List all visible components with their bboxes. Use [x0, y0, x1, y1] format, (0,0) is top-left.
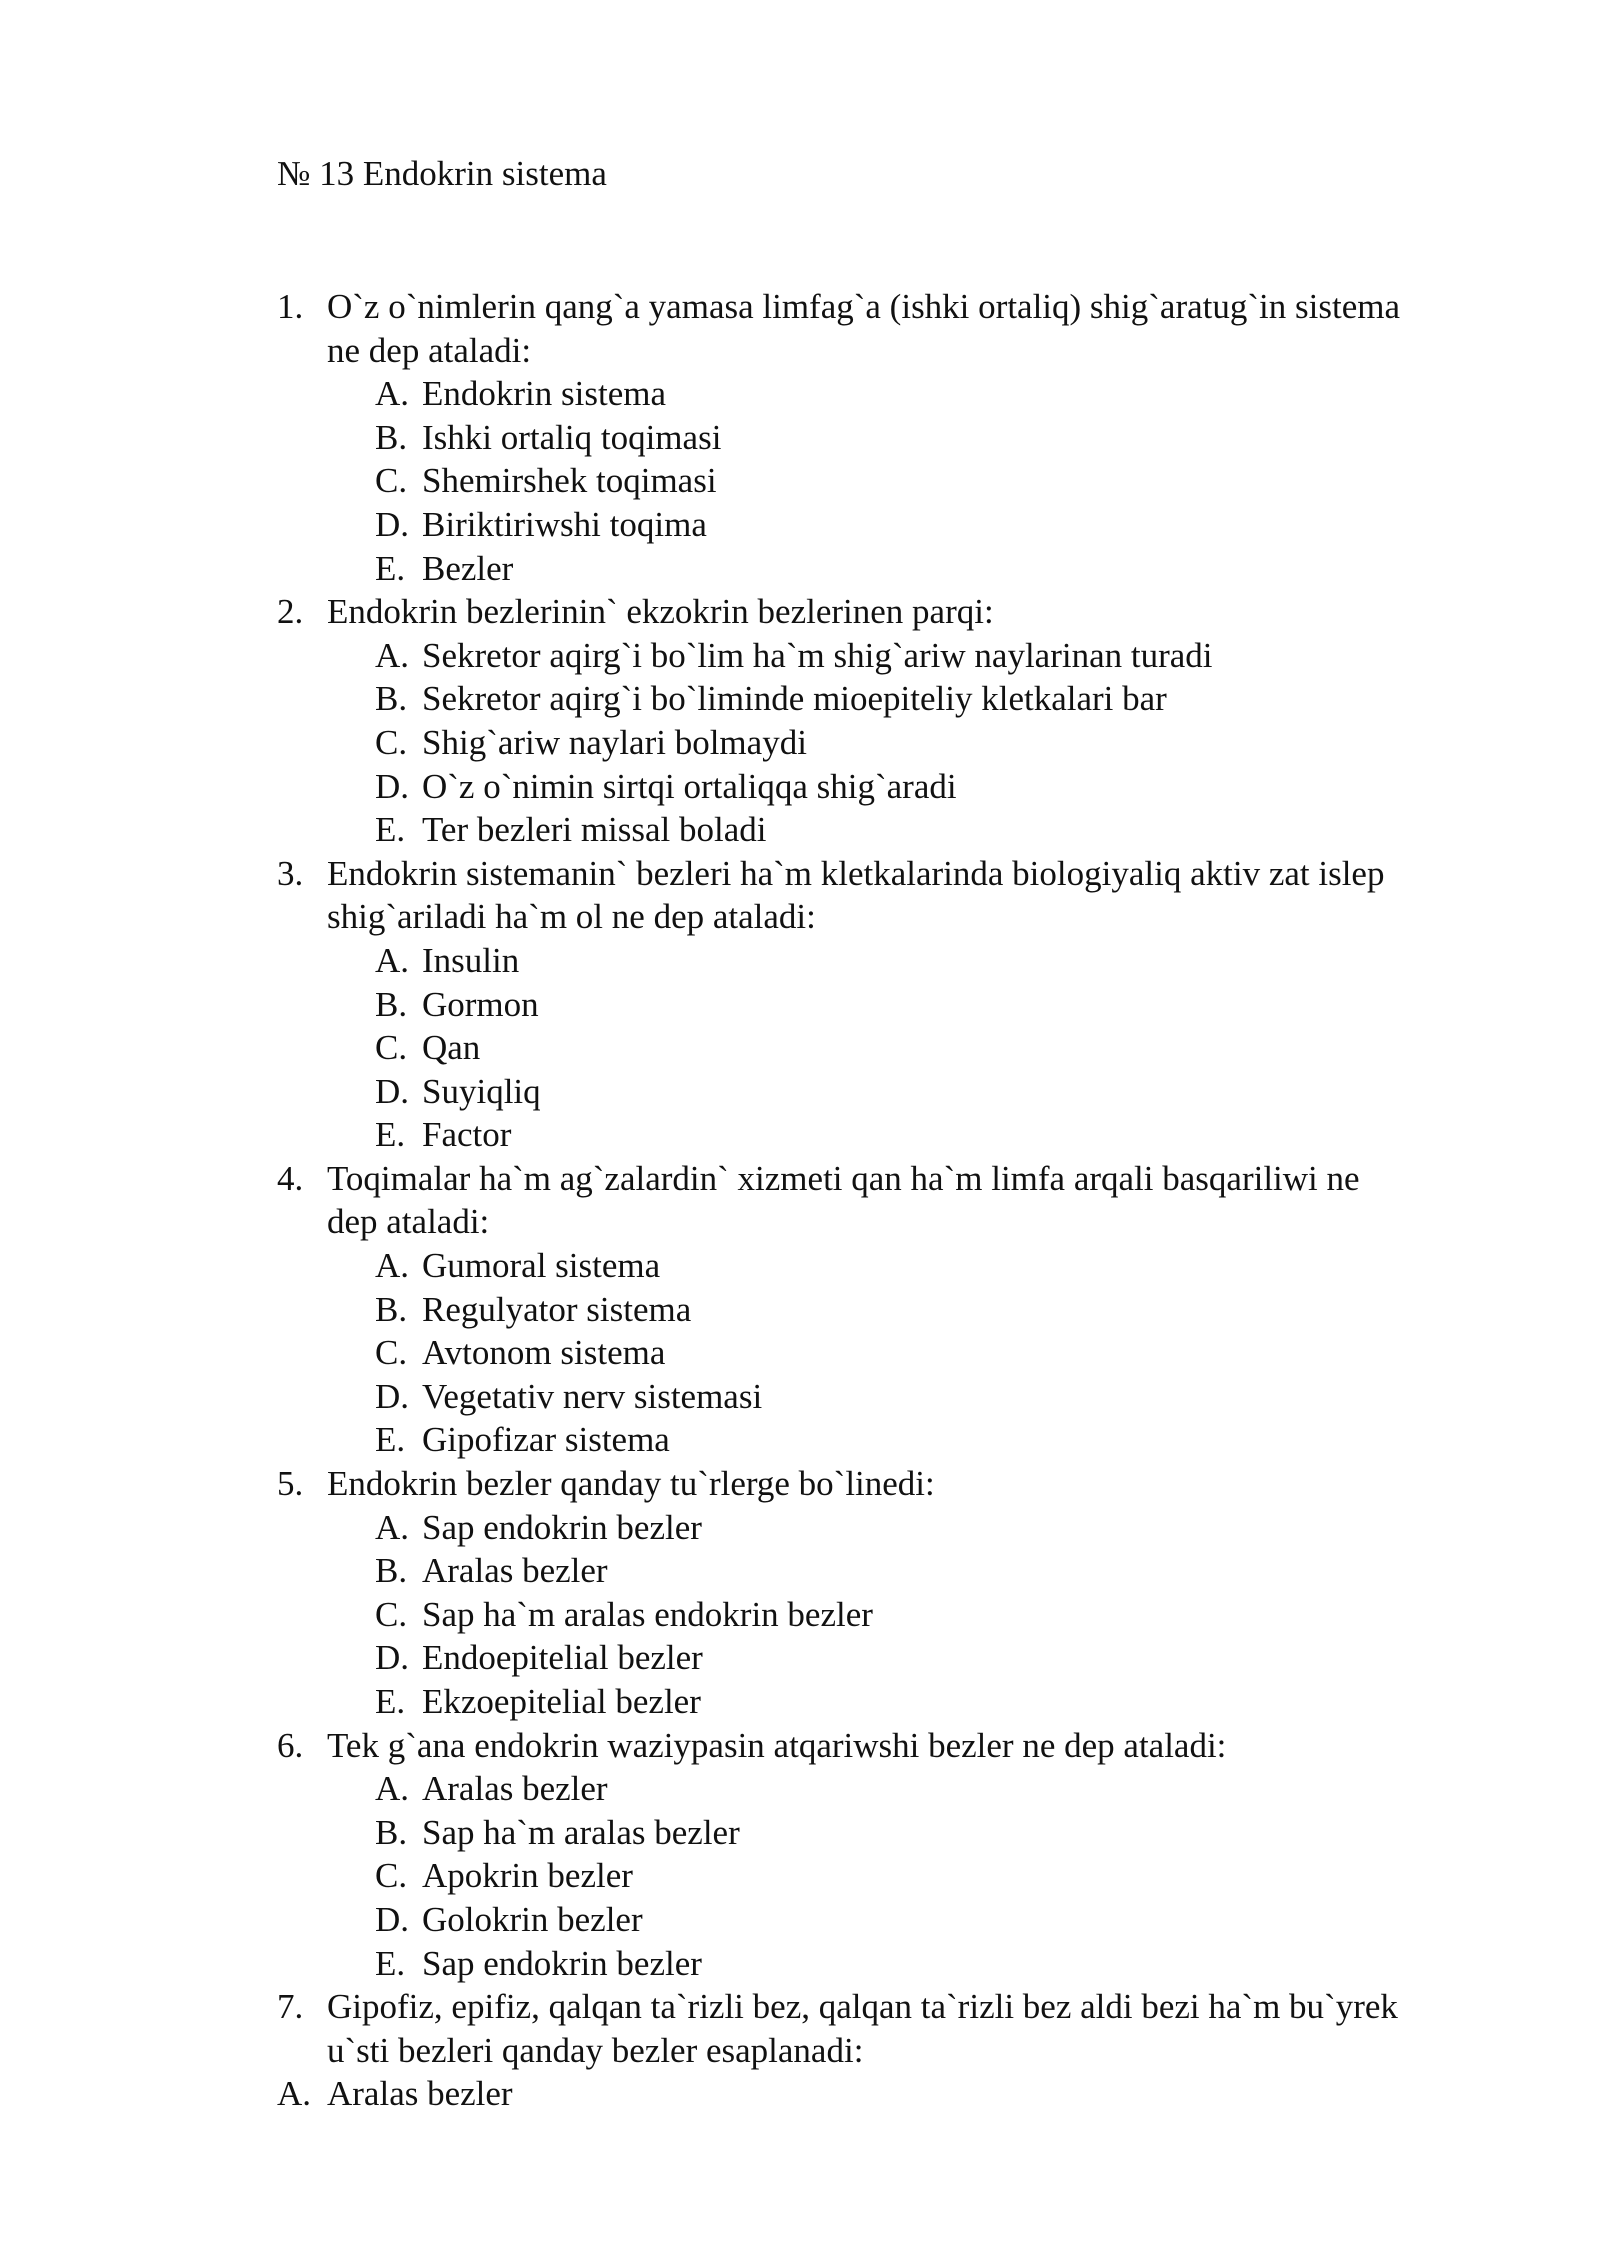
question-number: 2. — [277, 592, 304, 632]
option-text: Ishki ortaliq toqimasi — [422, 417, 722, 457]
option-text: Shemirshek toqimasi — [422, 461, 717, 501]
answer-option — [277, 721, 1497, 765]
option-letter: B. — [375, 1289, 408, 1329]
option-text: Vegetativ nerv sistemasi — [422, 1376, 763, 1416]
option-letter: D. — [375, 1899, 410, 1939]
answer-option — [277, 1418, 1497, 1462]
option-text: Sap ha`m aralas bezler — [422, 1812, 740, 1852]
option-text: Gipofizar sistema — [422, 1420, 670, 1460]
question-text-continued: dep ataladi: — [327, 1202, 490, 1242]
option-text: Sap ha`m aralas endokrin bezler — [422, 1594, 873, 1634]
option-text: Sekretor aqirg`i bo`lim ha`m shig`ariw naylarinan turadi — [422, 635, 1213, 675]
answer-option — [277, 677, 1497, 721]
option-text: Bezler — [422, 548, 514, 588]
question-number: 4. — [277, 1158, 304, 1198]
question-text: Endokrin sistemanin` bezleri ha`m kletkalarinda biologiyaliq aktiv zat islep — [327, 853, 1385, 893]
question-text: O`z o`nimlerin qang`a yamasa limfag`a (ishki ortaliq) shig`aratug`in sistema — [327, 287, 1400, 326]
question-6 — [277, 1724, 1497, 1768]
option-letter: B. — [375, 417, 408, 457]
answer-option — [277, 1942, 1497, 1986]
answer-option — [277, 1811, 1497, 1855]
answer-option — [277, 1026, 1497, 1070]
question-number: 1. — [277, 287, 304, 326]
question-number: 7. — [277, 1987, 304, 2027]
question-1 — [277, 285, 1497, 372]
question-text: Tek g`ana endokrin waziypasin atqariwshi bezler ne dep ataladi: — [327, 1725, 1227, 1765]
question-text-continued: u`sti bezleri qanday bezler esaplanadi: — [327, 2030, 864, 2070]
option-letter: C. — [375, 722, 408, 762]
answer-option — [277, 1680, 1497, 1724]
option-letter: B. — [375, 679, 408, 719]
question-2 — [277, 590, 1497, 634]
answer-option — [277, 1593, 1497, 1637]
option-letter: C. — [375, 1856, 408, 1896]
option-letter: E. — [375, 1420, 406, 1460]
option-text: Ter bezleri missal boladi — [422, 810, 767, 850]
answer-option — [277, 1113, 1497, 1157]
question-text: Toqimalar ha`m ag`zalardin` xizmeti qan ha`m limfa arqali basqariliwi ne — [327, 1158, 1360, 1198]
question-number: 5. — [277, 1464, 304, 1504]
question-text: Endokrin bezler qanday tu`rlerge bo`linedi: — [327, 1464, 935, 1504]
option-text: Endokrin sistema — [422, 374, 666, 414]
answer-option — [277, 1070, 1497, 1114]
option-letter: A. — [375, 940, 410, 980]
option-text: Insulin — [422, 940, 520, 980]
option-text: Aralas bezler — [327, 2074, 513, 2114]
answer-option — [277, 1854, 1497, 1898]
option-text: Gormon — [422, 984, 539, 1024]
option-text: Apokrin bezler — [422, 1856, 633, 1896]
option-letter: C. — [375, 1333, 408, 1373]
answer-option — [277, 372, 1497, 416]
answer-option — [277, 1288, 1497, 1332]
option-text: Suyiqliq — [422, 1071, 541, 1111]
option-letter: E. — [375, 1115, 406, 1155]
option-letter: D. — [375, 1638, 410, 1678]
option-letter: E. — [375, 548, 406, 588]
answer-option — [277, 416, 1497, 460]
option-letter: C. — [375, 1028, 408, 1068]
answer-option — [277, 1331, 1497, 1375]
answer-option — [277, 1375, 1497, 1419]
question-5 — [277, 1462, 1497, 1506]
option-letter: E. — [375, 810, 406, 850]
question-7 — [277, 1985, 1497, 2072]
option-text: Sekretor aqirg`i bo`liminde mioepiteliy kletkalari bar — [422, 679, 1167, 719]
option-text: Aralas bezler — [422, 1769, 608, 1809]
option-letter: E. — [375, 1943, 406, 1983]
answer-option — [277, 634, 1497, 678]
answer-option — [277, 1898, 1497, 1942]
answer-option — [277, 547, 1497, 591]
option-letter: B. — [375, 1812, 408, 1852]
option-text: Sap endokrin bezler — [422, 1943, 702, 1983]
answer-option — [277, 1767, 1497, 1811]
answer-option — [277, 459, 1497, 503]
option-text: Biriktiriwshi toqima — [422, 504, 707, 544]
option-text: Endoepitelial bezler — [422, 1638, 703, 1678]
answer-option — [277, 1506, 1497, 1550]
option-letter: D. — [375, 504, 410, 544]
answer-option-trailing — [277, 2072, 1497, 2116]
option-letter: D. — [375, 766, 410, 806]
answer-option — [277, 503, 1497, 547]
option-letter: D. — [375, 1376, 410, 1416]
option-text: Ekzoepitelial bezler — [422, 1682, 701, 1721]
option-letter: C. — [375, 1594, 408, 1634]
answer-option — [277, 939, 1497, 983]
option-text: Gumoral sistema — [422, 1246, 661, 1286]
option-text: Golokrin bezler — [422, 1899, 643, 1939]
option-letter: E. — [375, 1682, 406, 1721]
option-text: Shig`ariw naylari bolmaydi — [422, 722, 807, 762]
option-letter: A. — [375, 1769, 410, 1809]
question-text: Endokrin bezlerinin` ekzokrin bezlerinen parqi: — [327, 592, 994, 632]
option-letter: A. — [277, 2074, 312, 2114]
document-title: № 13 Endokrin sistema — [277, 154, 607, 193]
option-letter: B. — [375, 984, 408, 1024]
answer-option — [277, 808, 1497, 852]
answer-option — [277, 1549, 1497, 1593]
option-text: Avtonom sistema — [422, 1333, 666, 1373]
option-letter: A. — [375, 374, 410, 414]
answer-option — [277, 1244, 1497, 1288]
question-text: Gipofiz, epifiz, qalqan ta`rizli bez, qalqan ta`rizli bez aldi bezi ha`m bu`yrek — [327, 1987, 1398, 2027]
option-text: Factor — [422, 1115, 512, 1155]
question-list — [277, 285, 1497, 2116]
question-text-continued: ne dep ataladi: — [327, 330, 532, 370]
question-number: 3. — [277, 853, 304, 893]
option-letter: B. — [375, 1551, 408, 1591]
option-letter: A. — [375, 1246, 410, 1286]
answer-option — [277, 1636, 1497, 1680]
question-text-continued: shig`ariladi ha`m ol ne dep ataladi: — [327, 897, 816, 937]
answer-option — [277, 983, 1497, 1027]
option-text: Regulyator sistema — [422, 1289, 692, 1329]
option-letter: D. — [375, 1071, 410, 1111]
option-letter: C. — [375, 461, 408, 501]
question-3 — [277, 852, 1497, 939]
answer-option — [277, 765, 1497, 809]
option-letter: A. — [375, 635, 410, 675]
option-letter: A. — [375, 1507, 410, 1547]
option-text: Aralas bezler — [422, 1551, 608, 1591]
question-4 — [277, 1157, 1497, 1244]
question-number: 6. — [277, 1725, 304, 1765]
option-text: Qan — [422, 1028, 481, 1068]
option-text: O`z o`nimin sirtqi ortaliqqa shig`aradi — [422, 766, 957, 806]
option-text: Sap endokrin bezler — [422, 1507, 702, 1547]
